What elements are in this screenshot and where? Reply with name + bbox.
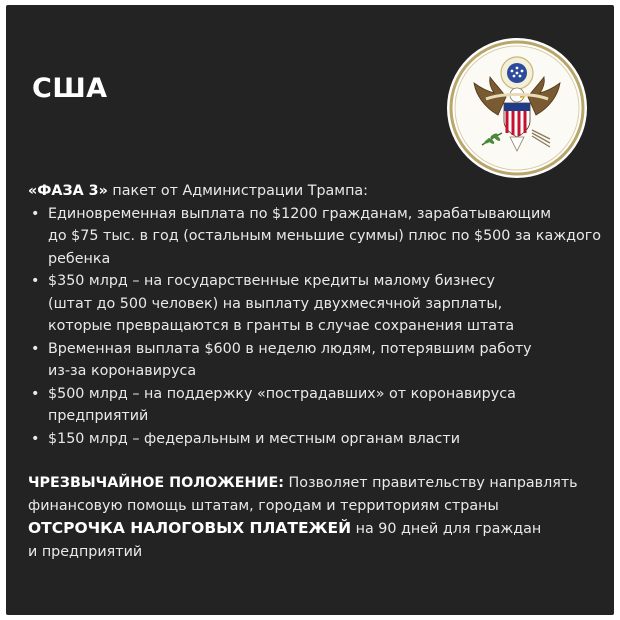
intro-line [28, 180, 608, 203]
intro-text: пакет от Администрации Трампа: [107, 183, 368, 199]
bullet-list [28, 203, 608, 451]
list-item: • $500 млрд – на поддержку «пострадавших» от коронавируса предприятий [28, 383, 608, 428]
intro-bold: «ФАЗА 3» [28, 183, 108, 199]
tax-deferral-heading: ОТСРОЧКА НАЛОГОВЫХ ПЛАТЕЖЕЙ [28, 519, 352, 537]
list-item: • $150 млрд – федеральным и местным органам власти [28, 428, 608, 451]
emergency-paragraph: ЧРЕЗВЫЧАЙНОЕ ПОЛОЖЕНИЕ: Позволяет правительству направлять финансовую помощь штатам, городам и территориям страны ОТСРОЧКА НАЛОГОВЫХ ПЛАТЕЖЕЙ на 90 дней для граждан и предприятий [28, 475, 578, 560]
emergency-heading: ЧРЕЗВЫЧАЙНОЕ ПОЛОЖЕНИЕ: [28, 475, 284, 491]
list-item: • $350 млрд – на государственные кредиты малому бизнесу (штат до 500 человек) на выплату двухмесячной зарплаты, которые превращаются в гранты в случае сохранения штата [28, 270, 608, 338]
main-content [28, 180, 608, 563]
list-item: • Единовременная выплата по $1200 гражданам, зарабатывающим до $75 тыс. в год (остальным меньшие суммы) плюс по $500 за каждого ребенка [28, 203, 608, 271]
page-title: США [32, 73, 108, 104]
list-item: • Временная выплата $600 в неделю людям, потерявшим работу из-за коронавируса [28, 338, 608, 383]
great-seal-of-usa-icon [446, 37, 588, 179]
info-card [6, 5, 614, 615]
